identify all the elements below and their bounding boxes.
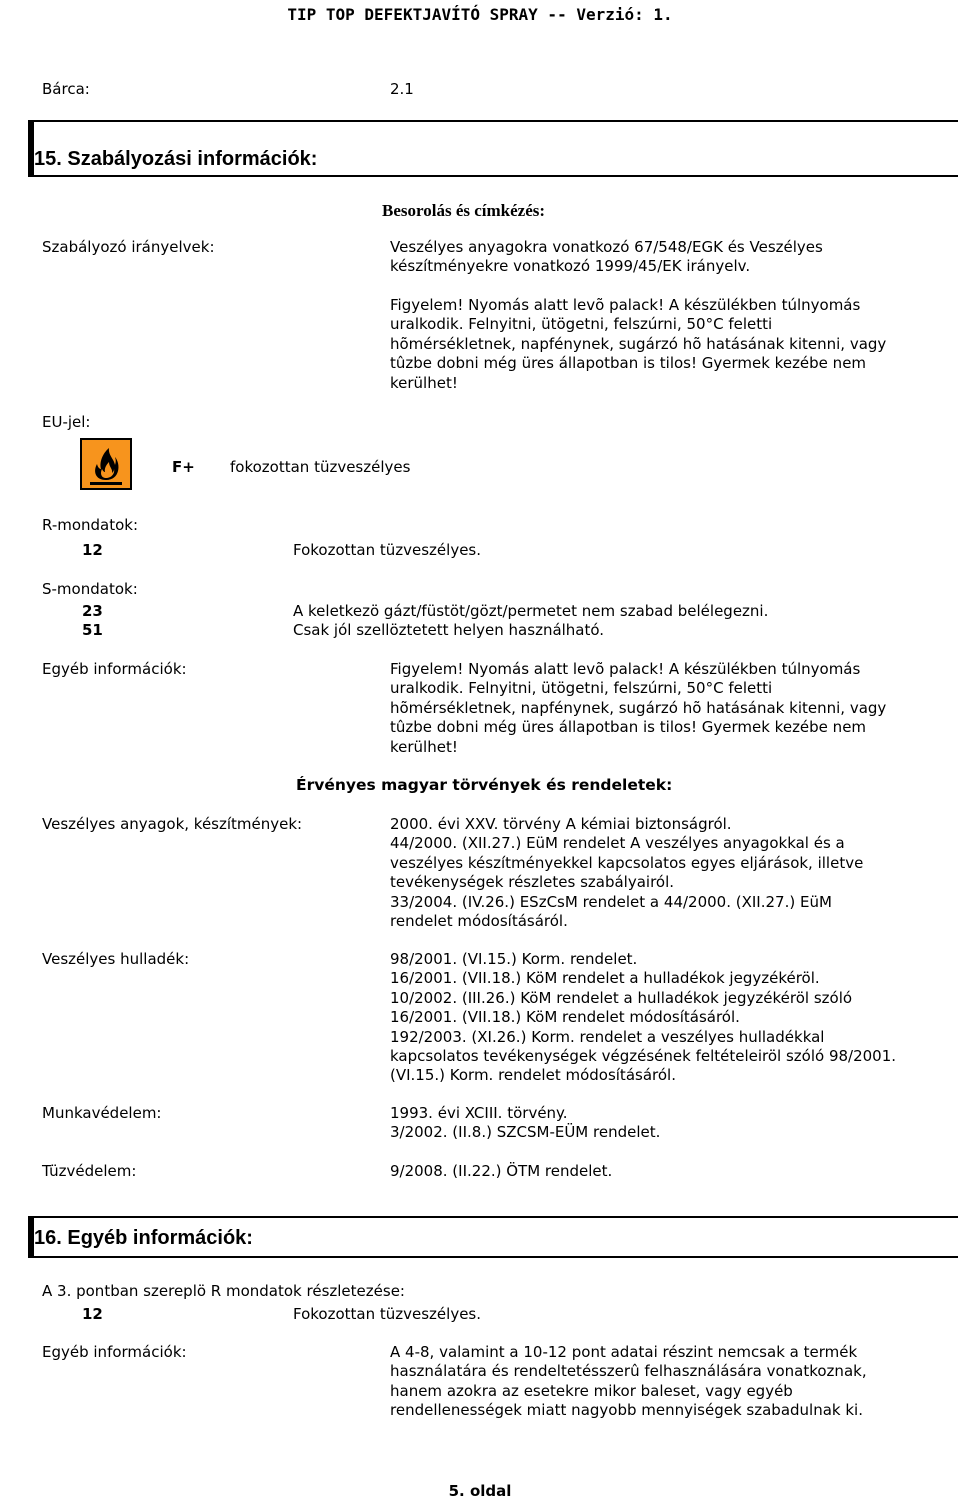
law-group-label: Tüzvédelem: xyxy=(42,1162,137,1180)
r-phrases-label: R-mondatok: xyxy=(42,516,139,534)
text-line: Figyelem! Nyomás alatt levõ palack! A készülékben túlnyomás xyxy=(390,660,861,678)
page-number: 5. oldal xyxy=(448,1482,512,1500)
text-line: 98/2001. (VI.15.) Korm. rendelet. xyxy=(390,950,638,968)
text-line: 33/2004. (IV.26.) ESzCsM rendelet a 44/2000. (XII.27.) EüM xyxy=(390,892,832,911)
barca-label: Bárca: xyxy=(42,80,90,98)
s-phrase-number: 23 xyxy=(82,602,103,620)
section-16-title: 16. Egyéb információk: xyxy=(34,1227,253,1249)
s-phrase-text: A keletkezö gázt/füstöt/gözt/permetet nem szabad belélegezni. xyxy=(293,602,769,620)
law-group-label: Munkavédelem: xyxy=(42,1104,162,1122)
other-info-label: Egyéb információk: xyxy=(42,1343,187,1361)
text-line: hõmérsékletnek, napfénynek, sugárzó hõ hatásának kitenni, vagy xyxy=(390,334,887,353)
s-phrases-label: S-mondatok: xyxy=(42,580,138,598)
directives-text xyxy=(390,238,930,277)
r-detail-label: A 3. pontban szereplö R mondatok részletezése: xyxy=(42,1282,405,1300)
law-group-label: Veszélyes anyagok, készítmények: xyxy=(42,815,303,833)
text-line: 9/2008. (II.22.) ÖTM rendelet. xyxy=(390,1162,613,1180)
text-line: 10/2002. (III.26.) KöM rendelet a hulladékok jegyzékéröl szóló xyxy=(390,988,853,1007)
text-line: használatára és rendeltetésszerû felhasználására vonatkoznak, xyxy=(390,1362,867,1381)
text-line: kerülhet! xyxy=(390,737,458,756)
text-line: rendelet módosításáról. xyxy=(390,912,568,931)
laws-heading: Érvényes magyar törvények és rendeletek: xyxy=(296,776,673,794)
text-line: 44/2000. (XII.27.) EüM rendelet A veszélyes anyagokkal és a xyxy=(390,834,845,853)
symbol-text: fokozottan tüzveszélyes xyxy=(230,458,411,476)
barca-value: 2.1 xyxy=(390,80,414,98)
law-group-text xyxy=(390,1104,930,1143)
other-info-text xyxy=(390,1343,930,1421)
text-line: 2000. évi XXV. törvény A kémiai biztonságról. xyxy=(390,815,732,833)
text-line: 16/2001. (VII.18.) KöM rendelet módosításáról. xyxy=(390,1008,740,1027)
symbol-code: F+ xyxy=(172,458,195,476)
s-phrase-text: Csak jól szellöztetett helyen használható. xyxy=(293,621,605,639)
law-group-label: Veszélyes hulladék: xyxy=(42,950,190,968)
other-info-label: Egyéb információk: xyxy=(42,660,187,678)
text-line: hõmérsékletnek, napfénynek, sugárzó hõ hatásának kitenni, vagy xyxy=(390,698,887,717)
text-line: készítményekre vonatkozó 1999/45/EK irányelv. xyxy=(390,257,751,276)
r-phrase-number: 12 xyxy=(82,1305,103,1323)
text-line: tûzbe dobni még üres állapotban is tilos! Gyermek kezébe nem xyxy=(390,718,867,737)
section-16-heading xyxy=(28,1216,958,1258)
document-header: TIP TOP DEFEKTJAVÍTÓ SPRAY -- Verzió: 1. xyxy=(287,5,673,24)
r-phrase-number: 12 xyxy=(82,541,103,559)
text-line: tevékenységek részletes szabályairól. xyxy=(390,873,675,892)
text-line: A 4-8, valamint a 10-12 pont adatai részint nemcsak a termék xyxy=(390,1343,858,1361)
s-phrase-number: 51 xyxy=(82,621,103,639)
law-group-text xyxy=(390,815,950,931)
text-line: veszélyes készítményekkel kapcsolatos egyes eljárások, illetve xyxy=(390,853,864,872)
directives-label: Szabályozó irányelvek: xyxy=(42,238,215,256)
text-line: Veszélyes anyagokra vonatkozó 67/548/EGK és Veszélyes xyxy=(390,238,823,256)
text-line: kapcsolatos tevékenységek végzésének feltételeiröl szóló 98/2001. xyxy=(390,1047,897,1066)
text-line: (VI.15.) Korm. rendelet módosításáról. xyxy=(390,1066,676,1085)
classification-subheading: Besorolás és címkézés: xyxy=(382,201,546,220)
text-line: uralkodik. Felnyitni, ütögetni, felszúrni, 50°C feletti xyxy=(390,679,773,698)
other-info-text xyxy=(390,660,930,757)
section-15-title: 15. Szabályozási információk: xyxy=(34,148,318,170)
text-line: rendellenességek miatt nagyobb mennyiségek szabadulnak ki. xyxy=(390,1401,863,1420)
text-line: Figyelem! Nyomás alatt levõ palack! A készülékben túlnyomás xyxy=(390,296,861,314)
r-phrase-text: Fokozottan tüzveszélyes. xyxy=(293,541,482,559)
text-line: 16/2001. (VII.18.) KöM rendelet a hulladékok jegyzékéröl. xyxy=(390,969,820,988)
text-line: hanem azokra az esetekre mikor baleset, vagy egyéb xyxy=(390,1381,793,1400)
r-phrase-text: Fokozottan tüzveszélyes. xyxy=(293,1305,482,1323)
flame-hazard-icon xyxy=(80,438,132,490)
text-line: 192/2003. (XI.26.) Korm. rendelet a veszélyes hulladékkal xyxy=(390,1027,825,1046)
text-line: uralkodik. Felnyitni, ütögetni, felszúrni, 50°C feletti xyxy=(390,315,773,334)
text-line: 1993. évi XCIII. törvény. xyxy=(390,1104,568,1122)
text-line: 3/2002. (II.8.) SZCSM-EÜM rendelet. xyxy=(390,1123,661,1142)
law-group-text xyxy=(390,1162,930,1181)
eu-label: EU-jel: xyxy=(42,413,91,431)
law-group-text xyxy=(390,950,950,1086)
section-15-heading xyxy=(28,120,958,177)
text-line: kerülhet! xyxy=(390,373,458,392)
warning-text xyxy=(390,296,930,393)
text-line: tûzbe dobni még üres állapotban is tilos! Gyermek kezébe nem xyxy=(390,354,867,373)
